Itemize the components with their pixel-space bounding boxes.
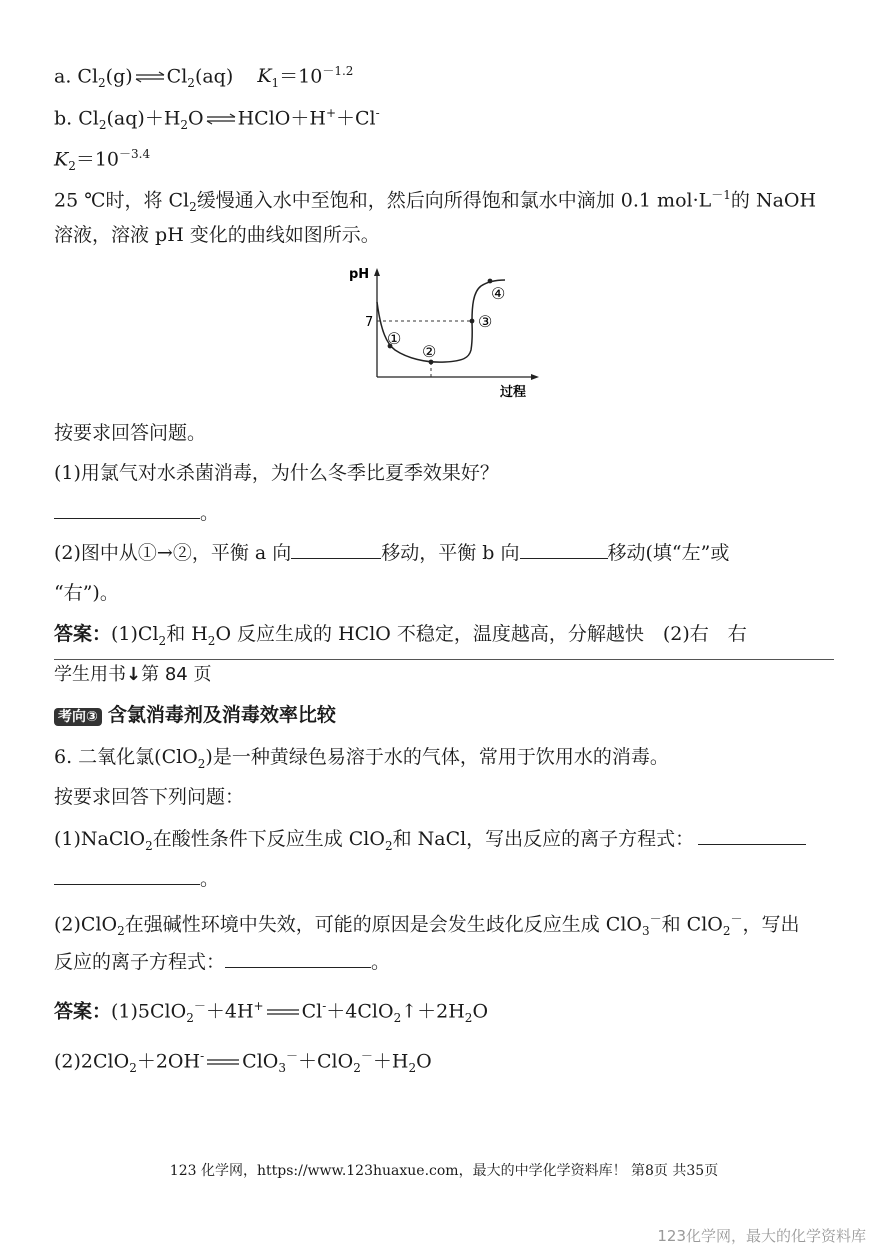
point-label-2: ② <box>422 342 437 361</box>
k2-line: $K_2=10^{-3.4}$ <box>54 147 151 174</box>
y-axis-label: pH <box>349 267 370 282</box>
equilibrium-a: a. $Cl_2(g)$ $Cl_2(aq)$ $K_1=10^{-1.2}$ <box>54 64 354 91</box>
point-3 <box>470 319 475 324</box>
question-6-intro: 按要求回答下列问题： <box>54 786 245 808</box>
question-intro: 按要求回答问题。 <box>54 422 207 444</box>
question-1-answer-line: 。 <box>54 500 219 526</box>
answer-blank[interactable] <box>520 540 608 559</box>
answer-blank[interactable] <box>225 949 371 968</box>
equilibrium-arrow-icon <box>206 113 236 125</box>
page-footer: 123 化学网，https://www.123huaxue.com，最大的中学化学资料库！ 第8页 共35页 <box>169 1163 719 1179</box>
textbook-reference: 学生用书↓第 84 页 <box>54 664 212 685</box>
down-arrow-icon: ↓ <box>126 664 142 685</box>
intro-line-1: 25 ℃时，将 $Cl_2$缓慢通入水中至饱和，然后向所得饱和氯水中滴加 0.1 $mol\cdot L^{-1}$的 NaOH <box>54 188 817 215</box>
answer-blank[interactable] <box>54 500 200 519</box>
question-6: 6. 二氧化氯(ClO$_2$)是一种黄绿色易溶于水的气体，常用于饮用水的消毒。 <box>54 746 669 771</box>
y-axis-arrow-icon <box>374 268 380 276</box>
intro-line-2: 溶液，溶液 pH 变化的曲线如图所示。 <box>54 224 380 246</box>
watermark-text: 123化学网，最大的化学资料库 <box>657 1227 866 1245</box>
question-6-1-answer-line: 。 <box>54 866 219 892</box>
question-6-1: (1)NaClO$_2$在酸性条件下反应生成 ClO$_2$和 NaCl，写出反应的离子方程式： <box>54 826 806 859</box>
equilibrium-arrow-icon <box>135 71 165 83</box>
point-label-1: ① <box>387 329 402 348</box>
question-2: (2)图中从①→②，平衡 a 向 移动，平衡 b 向 移动(填“左”或 <box>54 542 730 564</box>
x-axis-arrow-icon <box>531 374 539 380</box>
topic-heading: 考向③ 含氯消毒剂及消毒效率比较 <box>54 702 336 728</box>
equals-sign-icon <box>206 1056 240 1068</box>
question-1: (1)用氯气对水杀菌消毒，为什么冬季比夏季效果好？ <box>54 462 499 484</box>
section-divider <box>54 659 834 660</box>
answer-blank[interactable] <box>291 540 381 559</box>
equals-sign-icon <box>266 1006 300 1018</box>
y-tick-7: 7 <box>365 315 374 330</box>
point-label-4: ④ <box>491 284 506 303</box>
point-label-3: ③ <box>478 312 493 331</box>
question-6-2: (2)ClO$_2$在强碱性环境中失效，可能的原因是会发生歧化反应生成 ClO$_3$－和 ClO$_2$－，写出 <box>54 912 800 939</box>
answer-blank[interactable] <box>54 866 200 885</box>
topic-tag: 考向③ <box>54 708 102 726</box>
answer-1: 答案：$(1)Cl_2$和 $H_2O$ 反应生成的 HClO 不稳定，温度越高，分解越快 (2)右 右 <box>54 623 747 648</box>
point-4 <box>488 279 493 284</box>
answer-2-line-2: (2)2ClO$_2$＋2OH- $ClO_3^-+ClO_2^-+H_2O$ <box>54 1049 432 1076</box>
x-axis-label: 过程 <box>500 385 527 400</box>
ph-curve-chart <box>345 262 545 402</box>
question-2-line-2: “右”)。 <box>54 582 119 604</box>
answer-blank[interactable] <box>698 826 806 845</box>
equilibrium-b: b. $Cl_2(aq)+H_2O$ HClO＋H+＋Cl- <box>54 106 380 133</box>
question-6-2-line-2: 反应的离子方程式： 。 <box>54 951 391 973</box>
answer-2: 答案：(1)5ClO$_2$－＋4H+ $Cl^-+4ClO_2↑+2H_2O$ <box>54 999 489 1026</box>
